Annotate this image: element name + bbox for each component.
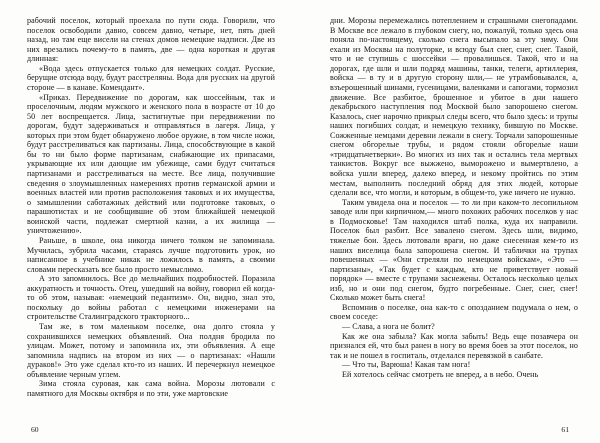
- paragraph: Зима стояла суровая, как сама война. Морозы лютовали с памятного для Москвы октября и по эти, уже мартовские: [27, 379, 275, 398]
- paragraph: «Вода здесь отпускается только для немецких солдат. Русские, берущие отсюда воду, будут расстреляны. Вода для русских на другой стороне — в канаве. Комендант».: [27, 63, 275, 92]
- paragraph: дни. Морозы перемежались потеплением и страшными снегопадами. В Москве все лежало в глубоком снегу, но, пожалуй, только здесь она поняла по-настоящему, сколько снега высыпало за эту зиму. Они ехали из Москвы на полуторке, и всюду был снег, снег, снег. Такой, что и не ступишь с шоссейки — провалишься. Такой, что и на дорогах, где шли и шли подряд машины, танки, телеги, артиллерия, войска — в ту и в другую сторону шли,— не утрамбовывался, а, взъерошенный шинами, гусеницами, валенками и сапогами, тормозил движение. Все разбитое, брошенное и убитое в дни нашего декабрьского наступления под Москвой было запорошено снегом. Казалось, снег нарочно прикрыл следы всего, что было здесь: и трупы наших погибших солдат, и немецкую технику, бившую по Москве. Сожженные немцами деревни лежали в снегу. Торчали запорошенные снегом обгорелые трубы, и рядом стояли обгорелые наши «тридцатьчетверки». Во многих из них так и остались тела мертвых танкистов. Вокруг все выжжено, выморожено и вымертвлено, а войска ушли вперед, далеко вперед, и некому пройтись по этим местам, выполнить последний обряд для этих людей, которые сделали все, что могли, и которым, в общем-то, уже ничего не нужно.: [330, 16, 578, 198]
- right-page-body-text: [330, 16, 578, 379]
- paragraph: Таким увидела она и поселок — то ли при каком-то лесопильном заводе или при кирпичном,— много похожих рабочих поселков у нас в Подмосковье! Там находился штаб полка, куда их направили. Поселок был разбит. Все завалено снегом. Здесь шли, видимо, тяжелые бои. Здесь лютовали враги, но даже снесенная кем-то из наших виселица была запорошена снегом. И таблички на трупах повешенных — «Они стреляли по немецким войскам», «Это — партизаны», «Так будет с каждым, кто не приветствует новый порядок» — вместе с трупами заснежены. Осталось несколько целых изб, но и они под снегом, будто погребенные. Снег, снег, снег! Сколько может быть снега!: [330, 197, 578, 303]
- paragraph: Вспомнив о поселке, она как-то с опозданием подумала о нем, о своем соседе:: [330, 302, 578, 322]
- left-page-text-column: [27, 16, 275, 408]
- page-number-right: 61: [561, 425, 569, 435]
- right-page-text-column: [330, 16, 578, 408]
- paragraph: Там же, в том маленьком поселке, она долго стояла у сохранившихся немецких объявлений. Она полдня бродила по улицам. Может, потому и запомнила их, эти объявления. А еще запомнила надпись на втором из них — о партизанах: «Нашли дураков!» Это уже сделал кто-то из наших. И перечеркнул немецкое объявление черным углем.: [27, 322, 275, 379]
- left-page-body-text: [27, 16, 275, 399]
- paragraph: А это запомнилось. Все до мельчайших подробностей. Поразила аккуратность и точность. Отец, ушедший на войну, говорил ей когда-то об этом, называя: «немецкий педантизм». Он, видно, знал это, поскольку до войны работал с немецкими инженерами на строительстве Сталинградского тракторного...: [27, 274, 275, 322]
- page-number-left: 60: [31, 425, 39, 435]
- paragraph: Раньше, в школе, она никогда ничего толком не запоминала. Мучилась, зубрила часами, стараясь лучше подготовить урок, но написанное в учебнике никак не ложилось в память, а своими словами пересказать все было просто немыслимо.: [27, 235, 275, 274]
- paragraph: — Что ты, Варюша! Какая там нога!: [342, 360, 471, 370]
- paragraph: рабочий поселок, который проехала по пути сюда. Говорили, что поселок освободили давно, совсем давно, четыре, нет, пять дней назад, но там еще висели на стенах домов немецкие надписи. Две из них врезались почему-то в память, две — одна короткая и другая длинная:: [27, 16, 275, 64]
- paragraph: Как же она забыла? Как могла забыть! Ведь еще позавчера он признался ей, что был ранен в ногу во время боев за этот поселок, но так и не пошел в госпиталь, отделался перевязкой в санбате.: [330, 331, 578, 360]
- paragraph: — Слава, а нога не болит?: [342, 322, 435, 331]
- paragraph: «Приказ. Передвижение по дорогам, как шоссейным, так и проселочным, людям мужского и женского пола в возрасте от 10 до 50 лет воспрещается. Лица, застигнутые при передвижении по дорогам, будут задерживаться и отправляться в лагеря. Лица, у которых при этом будет обнаружено любое оружие, в том числе ножи, будут расстреливаться как партизаны. Лица, способствующие в какой бы то ни было форме партизанам, снабжающие их припасами, укрывающие их или дающие им убежище, сами будут считаться партизанами и расстреливаться на месте. Все лица, получившие сведения о злоумышленных намерениях против германской армии и военных властей или против расположения таковых и их имущества, о замышлении саботажных действий или подготовке таковых, о парашютистах и не сообщившие об этом ближайшей немецкой воинской части, подлежат смертной казни, а их жилища — уничтожению».: [27, 92, 275, 236]
- paragraph: Ей хотелось сейчас смотреть не вперед, а в небо. Очень: [342, 369, 539, 379]
